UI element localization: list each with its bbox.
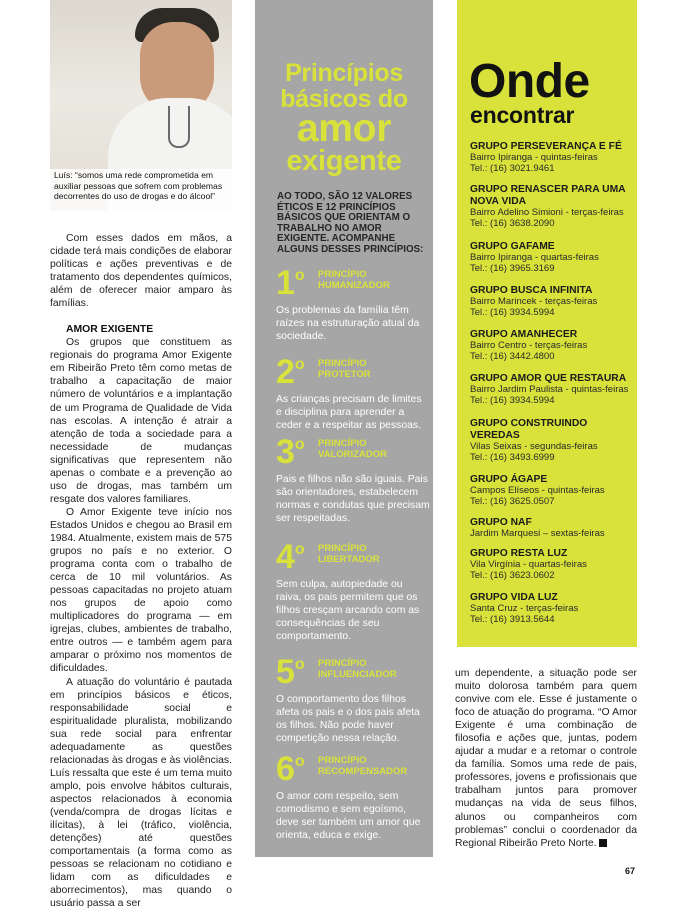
group-name: GRUPO PERSEVERANÇA E FÉ <box>470 141 632 153</box>
paragraph: A atuação do voluntário é pautada em princípios básicos e éticos, responsabilidade social e espiritualidade pluralista, mobilizando sua rede social para enfrentar adequadamente as questões relacionadas às drogas e às violências. Luís ressalta que este é um tema muito amplo, pois envolve hábitos culturais, aspectos relacionados à economia (venda/compra de drogas lícitas e ilícitas), à lei (tráfico, violência, detenções) até questões comportamentais (a forma como as pessoas se relacionam no cotidiano e lidam com as dificuldades e aborrecimentos), mas quando o usuário passa a ser <box>50 676 232 910</box>
principles-title-line: exigente <box>255 146 433 176</box>
group-phone: Tel.: (16) 3913.5644 <box>470 615 632 626</box>
principle-text: Sem culpa, autopiedade ou raiva, os pais permitem que os filhos cresçam arcando com as consequências de seu comportamento. <box>276 578 430 643</box>
group-entry <box>470 184 632 229</box>
group-entry <box>470 241 632 274</box>
group-schedule: Bairro Ipiranga - quintas-feiras <box>470 153 632 164</box>
principle-text: Os problemas da família têm raízes na estruturação atual da sociedade. <box>276 304 430 343</box>
group-schedule: Campos Elíseos - quintas-feiras <box>470 486 632 497</box>
group-name: GRUPO ÁGAPE <box>470 474 632 486</box>
principle-text: As crianças precisam de limites e disciplina para aprender a ceder e a respeitar as pessoas. <box>276 393 430 432</box>
page-number: 67 <box>625 866 635 876</box>
group-name: GRUPO VIDA LUZ <box>470 592 632 604</box>
group-phone: Tel.: (16) 3493.6999 <box>470 453 632 464</box>
principle-label: PRINCÍPIO RECOMPENSADOR <box>318 755 407 777</box>
principles-intro: AO TODO, SÃO 12 VALORES ÉTICOS E 12 PRINCÍPIOS BÁSICOS QUE ORIENTAM O TRABALHO NO AMOR EXIGENTE. ACOMPANHE ALGUNS DESSES PRINCÍPIOS: <box>277 192 429 256</box>
group-phone: Tel.: (16) 3965.3169 <box>470 264 632 275</box>
group-phone: Tel.: (16) 3625.0507 <box>470 497 632 508</box>
paragraph: Os grupos que constituem as regionais do programa Amor Exigente em Ribeirão Preto têm como metas de trabalho a capacitação de maior número de voluntários e a implantação de um Programa de Qualidade de Vida nas escolas. A intenção é atrair a atenção de toda a sociedade para a necessidade de mudanças significativas que representem não apenas o combate e a prevenção ao uso de drogas, mas também um resgate dos valores familiares. <box>50 336 232 506</box>
right-article-column <box>455 667 637 850</box>
group-name: GRUPO BUSCA INFINITA <box>470 285 632 297</box>
left-article-column <box>50 232 232 910</box>
paragraph: O Amor Exigente teve início nos Estados Unidos e chegou ao Brasil em 1984. Atualmente, existem mais de 575 grupos no país e no exterior. O programa conta com o trabalho de cerca de 10 mil voluntários. As pessoas capacitadas no projeto atuam nos grupos de apoio como multiplicadores do programa — em igrejas, clubes, ambientes de trabalho, entre outros — e também agem para amparar o próximo nos momentos de dificuldades. <box>50 506 232 676</box>
principle-number: 4$^o$ <box>276 540 305 574</box>
section-heading: AMOR EXIGENTE <box>50 323 232 336</box>
group-entry <box>470 517 632 540</box>
principles-title-line: amor <box>255 112 433 146</box>
principle-label: PRINCÍPIO HUMANIZADOR <box>318 269 390 291</box>
principle-number: 2$^o$ <box>276 355 305 389</box>
principle-label: PRINCÍPIO VALORIZADOR <box>318 438 387 460</box>
group-entry <box>470 285 632 318</box>
group-entry <box>470 141 632 174</box>
principle-text: O comportamento dos filhos afeta os pais e o dos pais afeta os filhos. Não pode haver competição nessa relação. <box>276 693 430 745</box>
end-of-article-icon <box>599 839 607 847</box>
principle-label: PRINCÍPIO PROTETOR <box>318 358 371 380</box>
group-schedule: Vila Virgínia - quartas-feiras <box>470 560 632 571</box>
principles-title <box>255 60 433 176</box>
principle-number: 5$^o$ <box>276 655 305 689</box>
group-schedule: Santa Cruz - terças-feiras <box>470 604 632 615</box>
paragraph-text: um dependente, a situação pode ser muito dolorosa também para quem convive com ele. Esse é justamente o foco de atuação do programa. “O Amor Exigente é uma combinação de filosofia e ações que, juntas, podem ajudar a mudar e a retomar o controle da família. Somos uma rede de pais, professores, jovens e profissionais que trabalham juntos para promover mudanças na vida de seus filhos, alunos ou companheiros com problemas” conclui o coordenador da Regional Ribeirão Preto Norte. <box>455 668 637 849</box>
group-phone: Tel.: (16) 3638.2090 <box>470 219 632 230</box>
group-entry <box>470 474 632 507</box>
group-name: GRUPO CONSTRUINDO VEREDAS <box>470 418 632 442</box>
group-entry <box>470 418 632 463</box>
group-name: GRUPO AMANHECER <box>470 329 632 341</box>
principles-title-line: Princípios <box>255 60 433 86</box>
group-name: GRUPO NAF <box>470 517 632 529</box>
group-schedule: Bairro Centro - terças-feiras <box>470 341 632 352</box>
group-entry <box>470 329 632 362</box>
group-schedule: Bairro Adelino Simioni - terças-feiras <box>470 208 632 219</box>
principle-label: PRINCÍPIO LIBERTADOR <box>318 543 380 565</box>
group-phone: Tel.: (16) 3442.4800 <box>470 352 632 363</box>
photo-lanyard-shape <box>168 106 190 148</box>
group-name: GRUPO AMOR QUE RESTAURA <box>470 373 632 385</box>
group-phone: Tel.: (16) 3934.5994 <box>470 396 632 407</box>
principle-number: 6$^o$ <box>276 752 305 786</box>
group-entry <box>470 592 632 625</box>
group-phone: Tel.: (16) 3021.9461 <box>470 164 632 175</box>
principles-panel <box>255 0 433 857</box>
group-phone: Tel.: (16) 3623.0602 <box>470 571 632 582</box>
where-to-find-panel <box>457 0 637 647</box>
photo-caption: Luís: “somos uma rede comprometida em auxiliar pessoas que sofrem com problemas decorrentes do uso de drogas e do álcool” <box>50 169 232 211</box>
where-title: Onde <box>469 58 590 106</box>
group-schedule: Bairro Marincek - terças-feiras <box>470 297 632 308</box>
principle-label: PRINCÍPIO INFLUENCIADOR <box>318 658 397 680</box>
where-subtitle: encontrar <box>470 103 574 127</box>
group-schedule: Bairro Ipiranga - quartas-feiras <box>470 253 632 264</box>
group-name: GRUPO RENASCER PARA UMA NOVA VIDA <box>470 184 632 208</box>
group-name: GRUPO GAFAME <box>470 241 632 253</box>
principle-number: 1$^o$ <box>276 266 305 300</box>
group-schedule: Jardim Marquesi – sextas-feiras <box>470 529 632 540</box>
group-schedule: Vilas Seixas - segundas-feiras <box>470 442 632 453</box>
group-name: GRUPO RESTA LUZ <box>470 548 632 560</box>
principle-text: O amor com respeito, sem comodismo e sem egoísmo, deve ser também um amor que orienta, educa e exige. <box>276 790 430 842</box>
group-entry <box>470 373 632 406</box>
paragraph <box>455 667 637 850</box>
principle-text: Pais e filhos não são iguais. Pais são orientadores, estabelecem normas e condutas que precisam ser respeitadas. <box>276 473 430 525</box>
group-schedule: Bairro Jardim Paulista - quintas-feiras <box>470 385 632 396</box>
group-phone: Tel.: (16) 3934.5994 <box>470 308 632 319</box>
principle-number: 3$^o$ <box>276 435 305 469</box>
paragraph: Com esses dados em mãos, a cidade terá mais condições de elaborar políticas e ações preventivas e de tratamento dos dependentes químicos, além de oferecer maior amparo às famílias. <box>50 232 232 310</box>
principles-title-line: básicos do <box>255 86 433 112</box>
group-entry <box>470 548 632 581</box>
